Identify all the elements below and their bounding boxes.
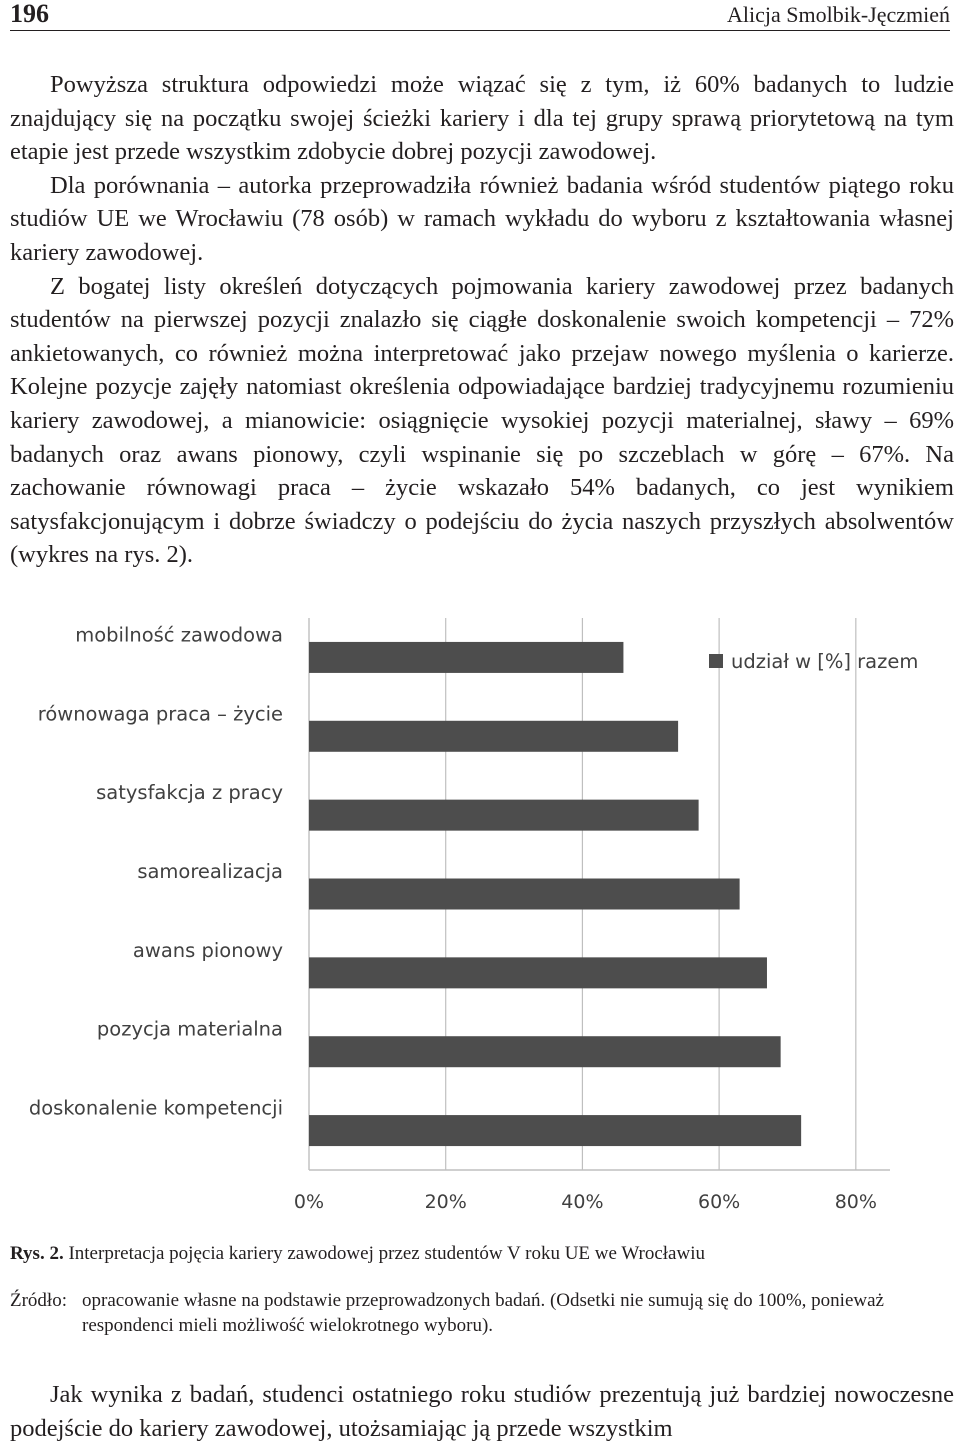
figure-caption: [10, 1242, 705, 1266]
bar: [309, 1115, 801, 1146]
source-label: Źródło:: [10, 1290, 67, 1311]
figure-caption-text: Interpretacja pojęcia kariery zawodowej przez studentów V roku UE we Wrocławiu: [68, 1243, 705, 1264]
paragraph-1: Powyższa struktura odpowiedzi może wiązać się z tym, iż 60% badanych to ludzie znajdujący się na początku swojej ścieżki kariery i dla tej grupy sprawą priorytetową na tym etapie jest przede wszystkim zdobycie dobrej pozycji zawodowej.: [10, 71, 954, 166]
paragraph-last: Jak wynika z badań, studenci ostatniego roku studiów prezentują już bardziej nowoczesne podejście do kariery zawodowej, utożsamiając ją przede wszystkim: [10, 1381, 954, 1442]
x-tick-label: 20%: [424, 1191, 467, 1213]
bar: [309, 879, 740, 910]
bar: [309, 1036, 781, 1067]
paragraph-3: Z bogatej listy określeń dotyczących pojmowania kariery zawodowej przez badanych studentów na pierwszej pozycji znalazło się ciągłe doskonalenie swoich kompetencji – 72% ankietowanych, co również można interpretować jako przejaw nowego myślenia o karierze. Kolejne pozycje zajęły natomiast określenia odpowiadające bardziej tradycyjnemu rozumieniu kariery zawodowej, a mianowicie: osiągnięcie wysokiej pozycji materialnej, sławy – 69% badanych oraz awans pionowy, czyli wspinanie się po szczeblach w górę – 67%. Na zachowanie równowagi praca – życie wskazało 54% badanych, co jest wynikiem satysfakcjonującym i dobrze świadczy o podejściu do życia naszych przyszłych absolwentów (wykres na rys. 2).: [10, 272, 954, 569]
page-number: 196: [10, 0, 49, 28]
figure-label: Rys. 2.: [10, 1243, 64, 1264]
page-header: [10, 0, 950, 31]
chart-svg: [0, 600, 960, 1230]
running-head-author: Alicja Smolbik-Jęczmień: [727, 2, 950, 27]
bar: [309, 721, 678, 752]
legend-label: udział w [%] razem: [731, 650, 919, 673]
figure-source: [10, 1288, 954, 1338]
bar-chart: [0, 600, 960, 1230]
x-tick-label: 40%: [561, 1191, 604, 1213]
category-label: mobilność zawodowa: [75, 623, 283, 647]
bar: [309, 957, 767, 988]
bar: [309, 800, 699, 831]
body-text-bottom: [10, 1378, 954, 1445]
body-text-top: [10, 68, 954, 572]
bar: [309, 642, 623, 673]
x-tick-label: 0%: [293, 1191, 325, 1213]
category-label: satysfakcja z pracy: [96, 781, 283, 805]
category-label: pozycja materialna: [96, 1017, 283, 1041]
source-text: opracowanie własne na podstawie przeprowadzonych badań. (Odsetki nie sumują się do 100%, ponieważ respondenci mieli możliwość wielokrotnego wyboru).: [82, 1290, 884, 1336]
category-label: doskonalenie kompetencji: [28, 1096, 283, 1120]
category-label: awans pionowy: [132, 938, 283, 962]
legend-swatch: [709, 654, 723, 668]
category-label: równowaga praca – życie: [37, 702, 283, 726]
x-tick-label: 60%: [698, 1191, 741, 1213]
paragraph-2: Dla porównania – autorka przeprowadziła również badania wśród studentów piątego roku studiów UE we Wrocławiu (78 osób) w ramach wykładu do wyboru z kształtowania własnej kariery zawodowej.: [10, 171, 954, 266]
x-tick-label: 80%: [834, 1191, 877, 1213]
category-label: samorealizacja: [137, 860, 283, 883]
